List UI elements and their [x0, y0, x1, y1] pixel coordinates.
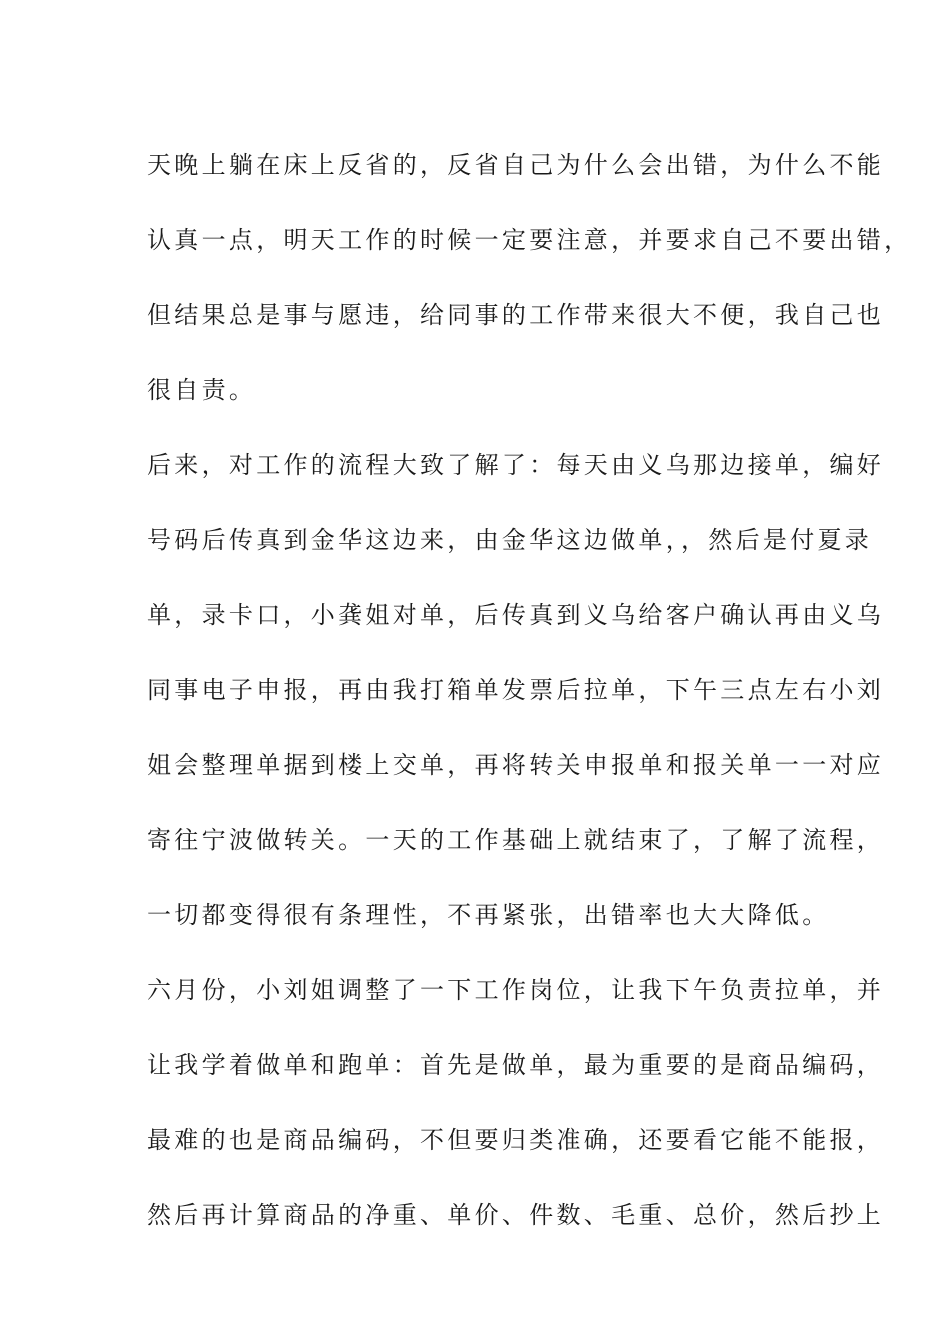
text-line: 一切都变得很有条理性，不再紧张，出错率也大大降低。	[147, 901, 830, 929]
text-line: 让我学着做单和跑单：首先是做单，最为重要的是商品编码，	[147, 1051, 885, 1079]
text-line: 天晚上躺在床上反省的，反省自己为什么会出错，为什么不能	[147, 151, 885, 179]
text-line: 姐会整理单据到楼上交单，再将转关申报单和报关单一一对应	[147, 751, 885, 779]
text-line: 寄往宁波做转关。一天的工作基础上就结束了，了解了流程，	[147, 826, 885, 854]
text-line: 认真一点，明天工作的时候一定要注意，并要求自己不要出错，	[147, 226, 912, 254]
text-line: 单，录卡口，小龚姐对单，后传真到义乌给客户确认再由义乌	[147, 601, 885, 629]
text-line: 号码后传真到金华这边来，由金华这边做单，，然后是付夏录	[147, 526, 873, 554]
text-line: 同事电子申报，再由我打箱单发票后拉单，下午三点左右小刘	[147, 676, 885, 704]
text-line: 但结果总是事与愿违，给同事的工作带来很大不便，我自己也	[147, 301, 885, 329]
document-body	[147, 128, 912, 1253]
text-line: 后来，对工作的流程大致了解了：每天由义乌那边接单，编好	[147, 451, 885, 479]
text-line: 六月份，小刘姐调整了一下工作岗位，让我下午负责拉单，并	[147, 976, 885, 1004]
text-line: 最难的也是商品编码，不但要归类准确，还要看它能不能报，	[147, 1126, 885, 1154]
text-line: 很自责。	[147, 376, 257, 404]
text-line: 然后再计算商品的净重、单价、件数、毛重、总价，然后抄上	[147, 1201, 885, 1229]
